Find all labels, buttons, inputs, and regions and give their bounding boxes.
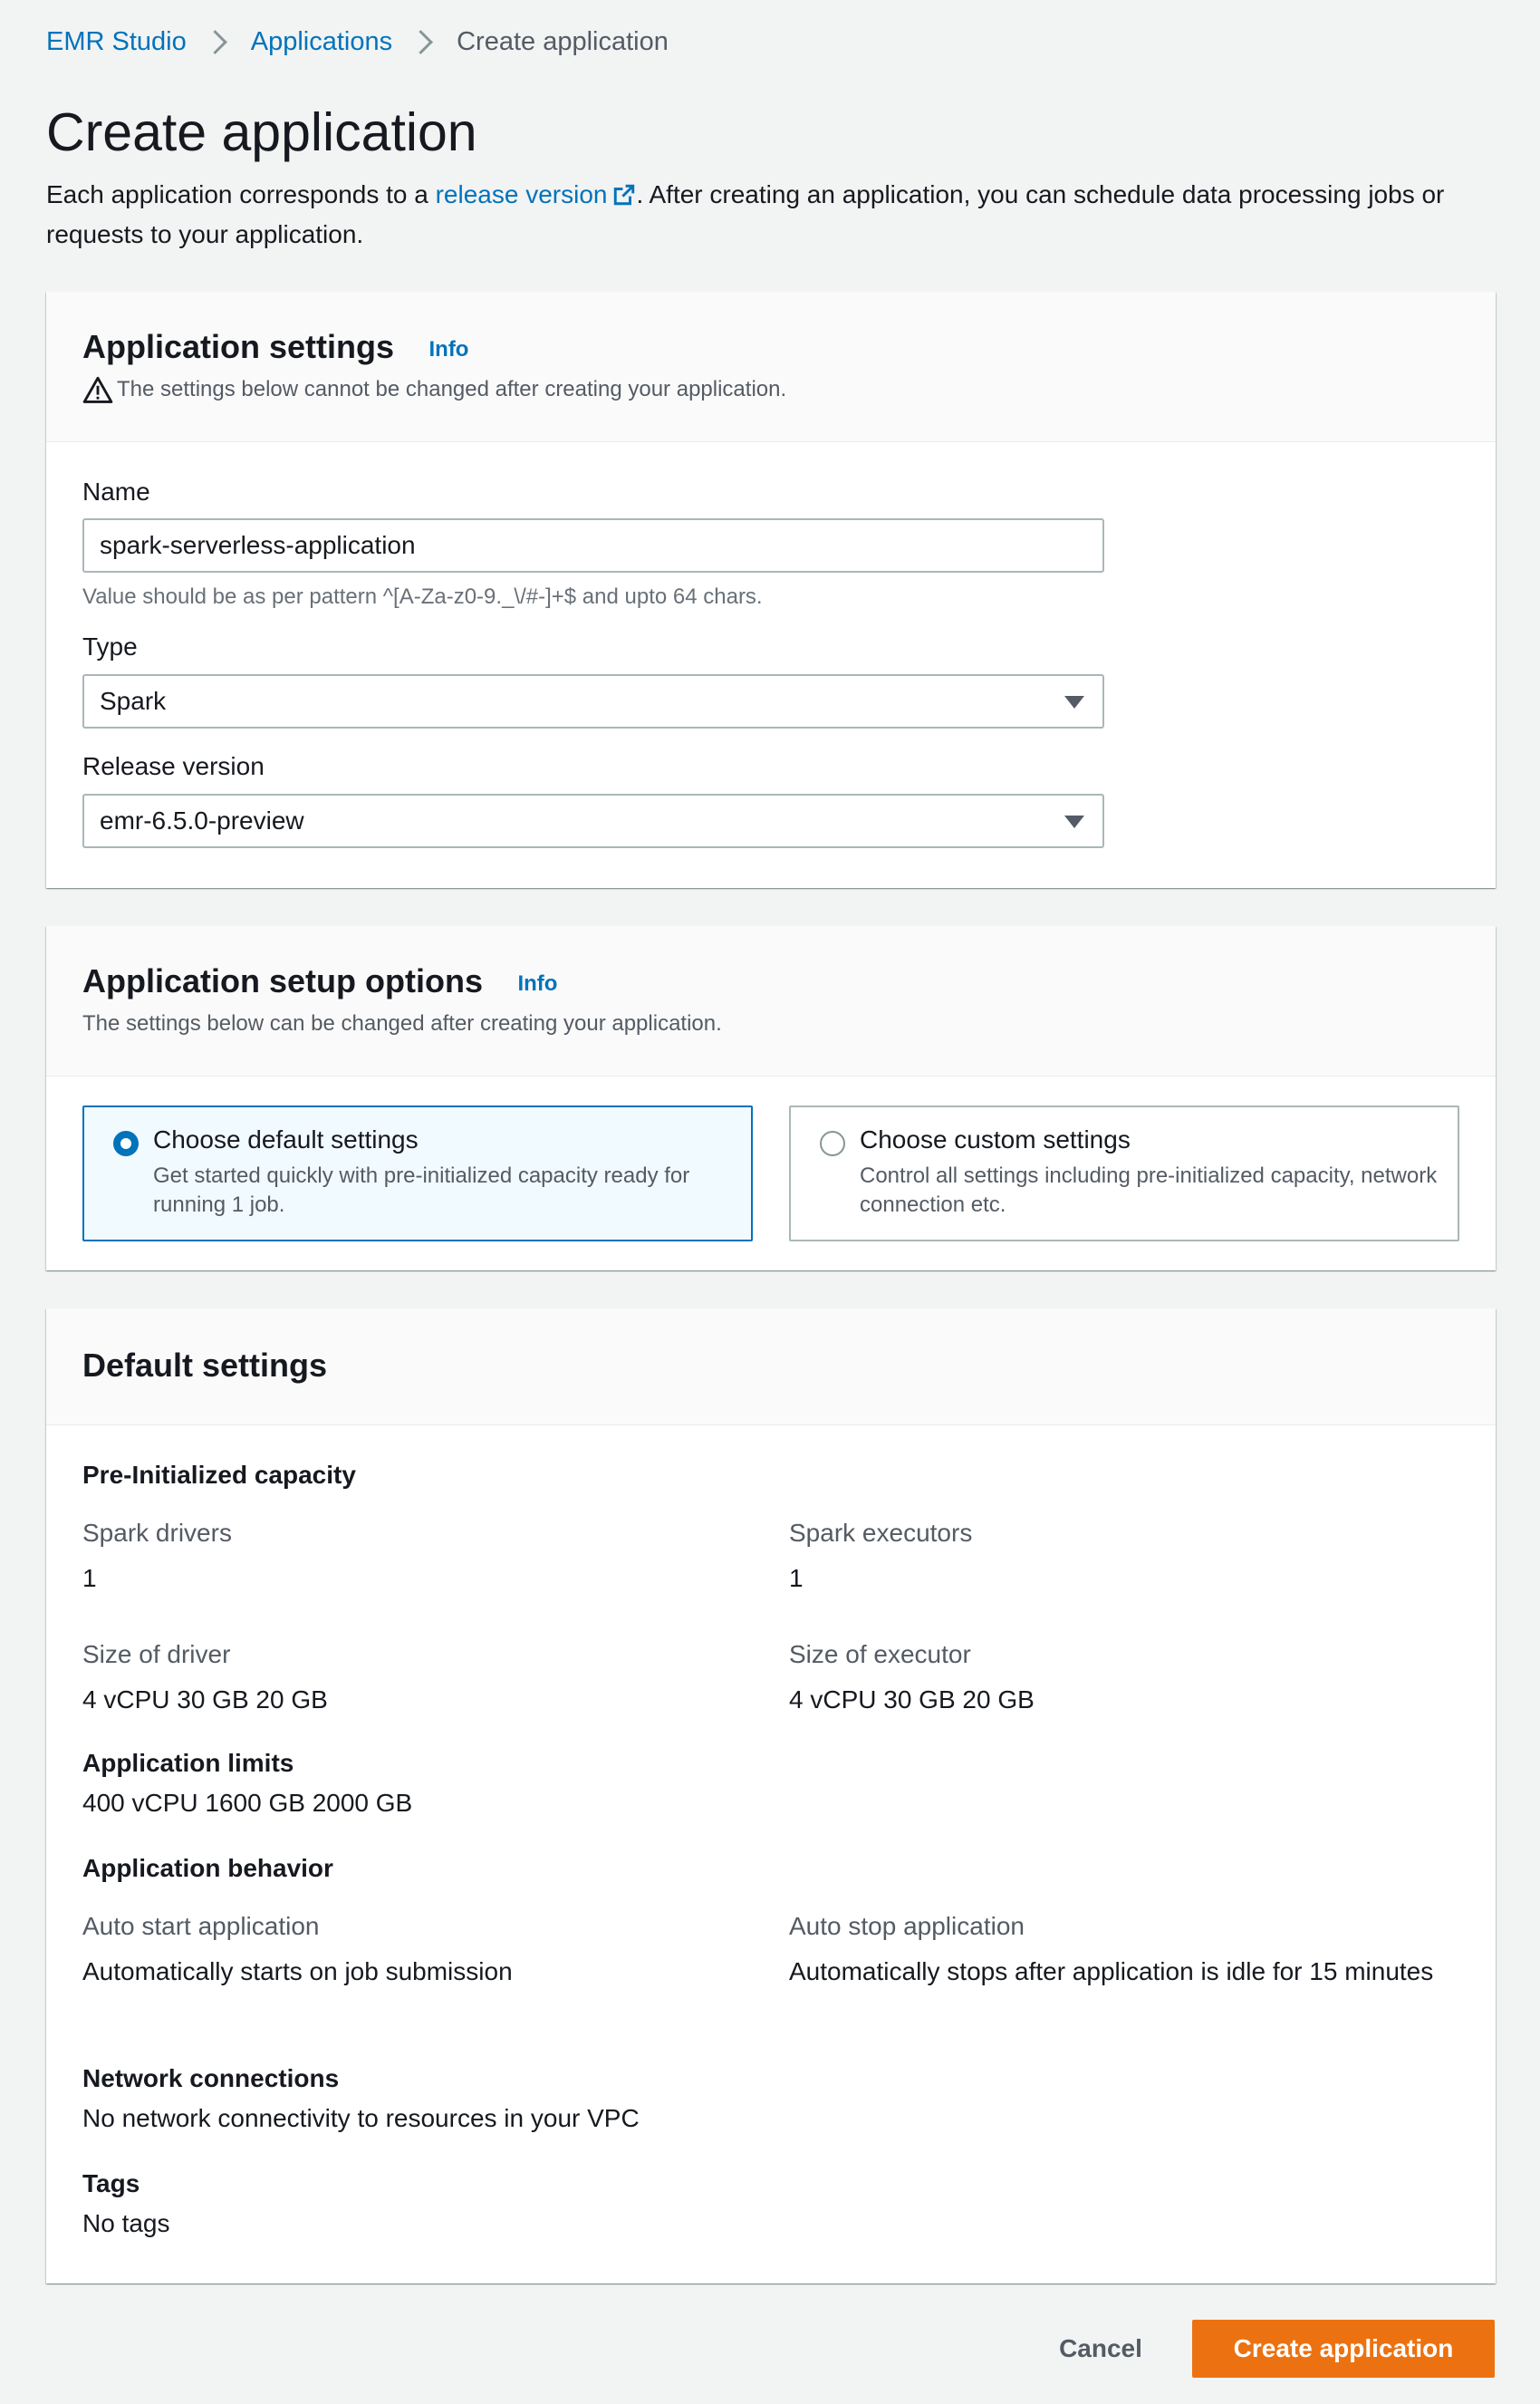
application-setup-options-header [46, 926, 1496, 1076]
application-behavior-heading: Application behavior [82, 1854, 333, 1882]
auto-stop-label: Auto stop application [789, 1912, 1025, 1940]
preinitialized-capacity-heading: Pre-Initialized capacity [82, 1461, 356, 1489]
type-label: Type [82, 632, 138, 661]
custom-settings-option-desc: Control all settings including pre-initialized capacity, network connection etc. [860, 1163, 1438, 1217]
application-setup-options-info-link[interactable]: Info [517, 971, 558, 996]
spark-drivers-value: 1 [82, 1564, 97, 1592]
custom-settings-option[interactable] [789, 1105, 1459, 1241]
spark-executors-value: 1 [789, 1564, 804, 1592]
application-setup-options-title: Application setup options [82, 962, 483, 999]
default-settings-option[interactable] [82, 1105, 753, 1241]
breadcrumb-link-emr-studio[interactable]: EMR Studio [46, 27, 187, 56]
radio-button-selected[interactable] [113, 1131, 139, 1156]
auto-start-label: Auto start application [82, 1912, 320, 1940]
spark-drivers-label: Spark drivers [82, 1519, 232, 1547]
name-hint: Value should be as per pattern ^[A-Za-z0-9._\/#-]+$ and upto 64 chars. [82, 584, 763, 609]
warning-icon [82, 375, 113, 404]
page-description-text-end: . After creating an application, you can schedule data processing jobs or requests to your application. [46, 180, 1445, 248]
default-settings-option-title: Choose default settings [153, 1125, 419, 1154]
network-connections-heading: Network connections [82, 2064, 340, 2092]
name-label: Name [82, 478, 150, 506]
application-settings-info-link[interactable]: Info [428, 337, 469, 362]
release-version-select-value: emr-6.5.0-preview [100, 806, 304, 835]
type-select[interactable] [82, 674, 1104, 729]
tags-value: No tags [82, 2209, 170, 2237]
release-version-select[interactable] [82, 794, 1104, 848]
release-version-link[interactable] [436, 180, 637, 208]
application-setup-options-subtitle: The settings below can be changed after creating your application. [82, 1011, 722, 1036]
application-settings-title: Application settings [82, 328, 395, 365]
executor-size-value: 4 vCPU 30 GB 20 GB [789, 1685, 1035, 1714]
page-description-text-start: Each application corresponds to a [46, 180, 436, 208]
driver-size-value: 4 vCPU 30 GB 20 GB [82, 1685, 328, 1714]
custom-settings-option-title: Choose custom settings [860, 1125, 1131, 1154]
page-title: Create application [46, 102, 477, 162]
default-settings-option-desc: Get started quickly with pre-initialized capacity ready for running 1 job. [153, 1163, 690, 1217]
caret-down-icon [1064, 816, 1084, 828]
default-settings-title: Default settings [82, 1347, 328, 1384]
release-version-label: Release version [82, 752, 265, 780]
breadcrumb [46, 27, 669, 57]
release-version-link-label: release version [435, 180, 608, 208]
page-description [46, 175, 1496, 255]
network-connections-value: No network connectivity to resources in your VPC [82, 2104, 640, 2132]
breadcrumb-link-applications[interactable]: Applications [250, 27, 393, 56]
breadcrumb-current: Create application [457, 27, 669, 56]
application-settings-warning: The settings below cannot be changed after creating your application. [117, 377, 787, 401]
chevron-right-icon [203, 30, 227, 54]
default-settings-panel [46, 1308, 1496, 2283]
chevron-right-icon [409, 30, 433, 54]
application-settings-header [46, 292, 1496, 442]
spark-executors-label: Spark executors [789, 1519, 973, 1547]
type-select-value: Spark [100, 687, 167, 715]
create-application-button[interactable]: Create application [1192, 2320, 1495, 2378]
name-input[interactable]: spark-serverless-application [82, 518, 1104, 573]
caret-down-icon [1064, 696, 1084, 709]
external-link-icon [612, 183, 636, 207]
driver-size-label: Size of driver [82, 1640, 231, 1668]
application-limits-heading: Application limits [82, 1749, 294, 1777]
cancel-button[interactable]: Cancel [1059, 2334, 1142, 2362]
application-settings-panel [46, 292, 1496, 888]
application-limits-value: 400 vCPU 1600 GB 2000 GB [82, 1789, 413, 1817]
executor-size-label: Size of executor [789, 1640, 971, 1668]
radio-button-unselected[interactable] [820, 1131, 845, 1156]
default-settings-header [46, 1308, 1496, 1425]
tags-heading: Tags [82, 2169, 140, 2197]
auto-start-value: Automatically starts on job submission [82, 1957, 513, 1985]
auto-stop-value: Automatically stops after application is idle for 15 minutes [789, 1957, 1434, 1985]
